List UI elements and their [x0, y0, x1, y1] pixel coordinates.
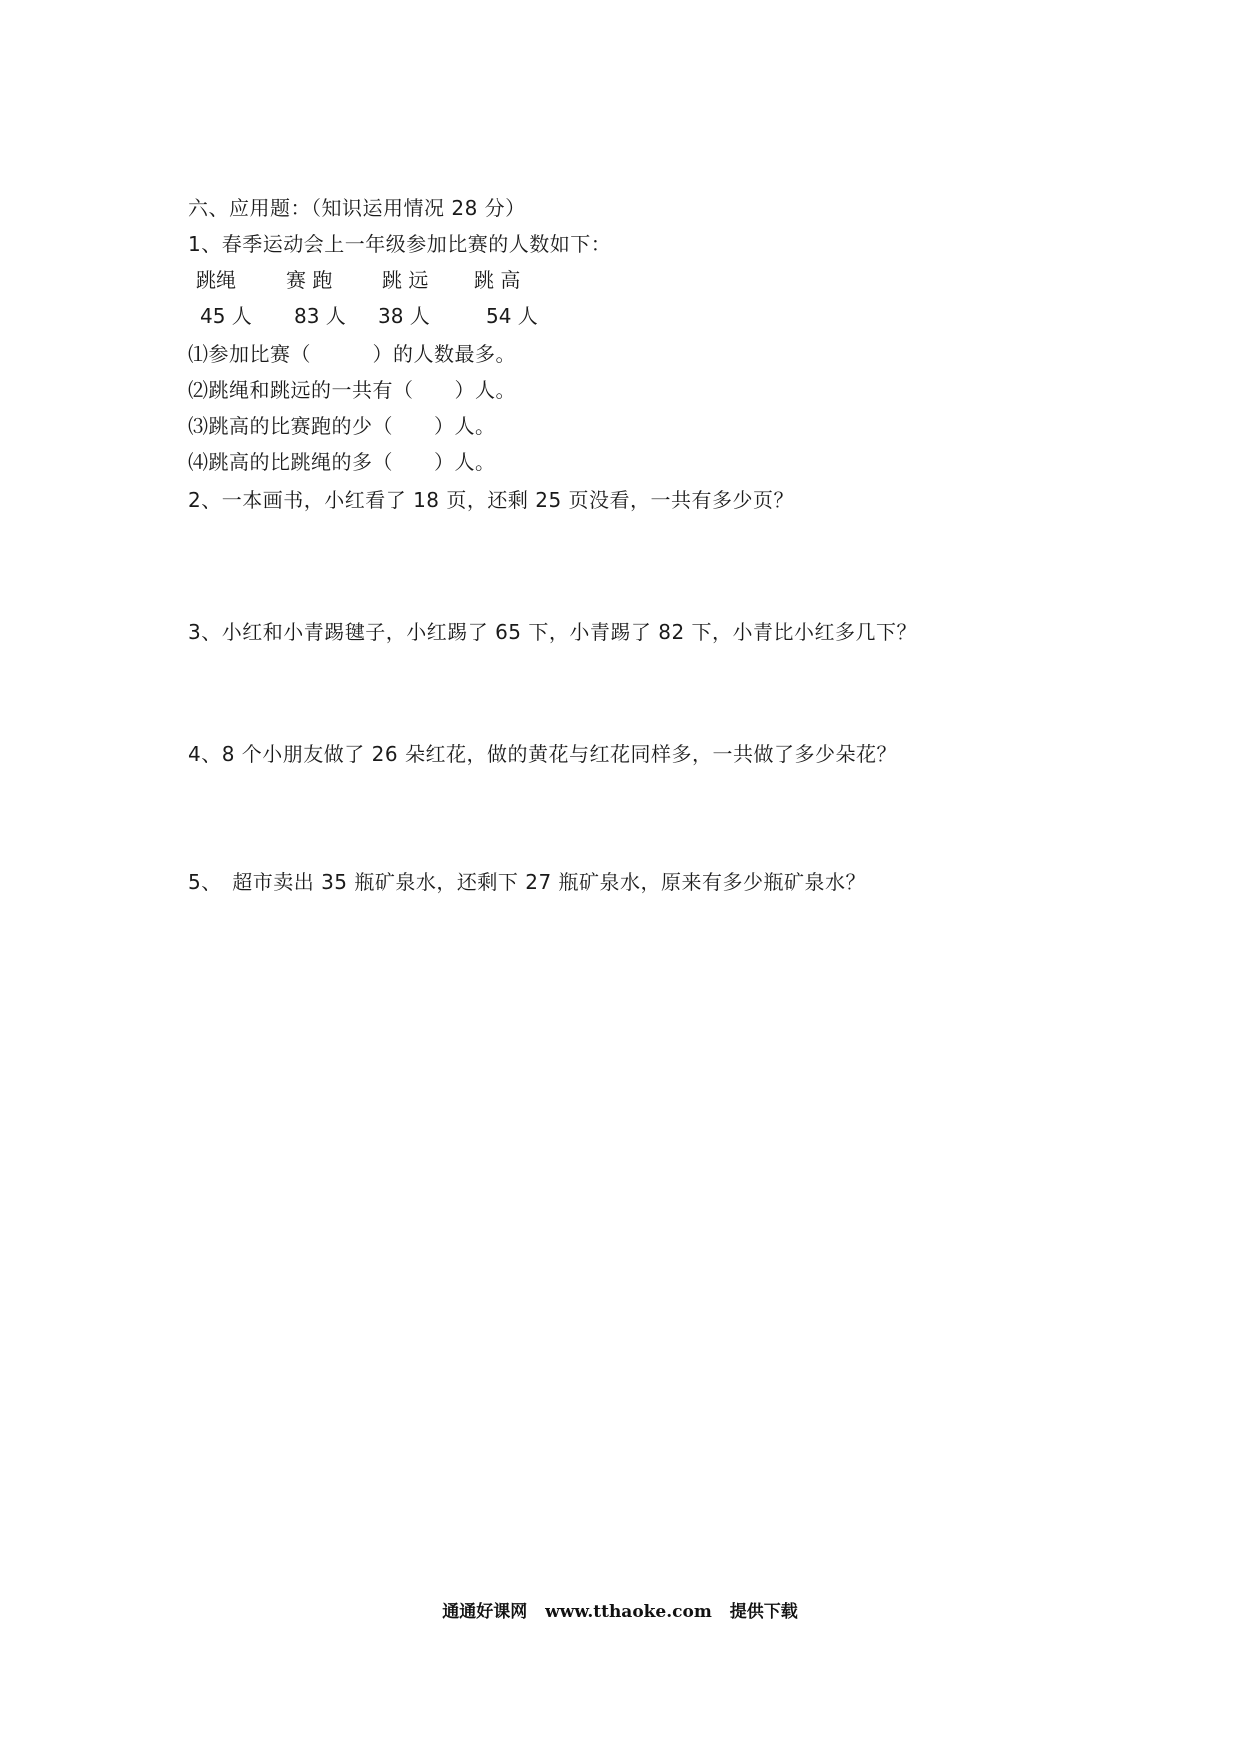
- question-2: 2、一本画书，小红看了 18 页，还剩 25 页没看，一共有多少页？: [188, 488, 795, 512]
- subquestion-1: ⑴参加比赛（ ）的人数最多。: [188, 342, 516, 366]
- question-4: 4、8 个小朋友做了 26 朵红花，做的黄花与红花同样多，一共做了多少朵花？: [188, 742, 897, 766]
- subquestion-3: ⑶跳高的比赛跑的少（ ）人。: [188, 414, 496, 438]
- event-name-cell: 跳绳: [196, 268, 236, 292]
- question-1-prompt: 1、春季运动会上一年级参加比赛的人数如下：: [188, 232, 612, 256]
- event-name-cell: 跳 高: [474, 268, 521, 292]
- participant-count-cell: 38 人: [378, 304, 430, 328]
- question-5: 5、 超市卖出 35 瓶矿泉水，还剩下 27 瓶矿泉水，原来有多少瓶矿泉水？: [188, 870, 867, 894]
- participant-count-cell: 45 人: [200, 304, 252, 328]
- footer-suffix: 提供下载: [729, 1602, 798, 1622]
- download-footer: [0, 1600, 1240, 1624]
- event-name-cell: 赛 跑: [286, 268, 333, 292]
- participant-count-cell: 83 人: [294, 304, 346, 328]
- subquestion-4: ⑷跳高的比跳绳的多（ ）人。: [188, 450, 496, 474]
- footer-url: www.tthaoke.com: [545, 1602, 712, 1622]
- footer-site-name: 通通好课网: [442, 1602, 528, 1622]
- event-name-cell: 跳 远: [382, 268, 429, 292]
- subquestion-2: ⑵跳绳和跳远的一共有（ ）人。: [188, 378, 516, 402]
- participant-count-cell: 54 人: [486, 304, 538, 328]
- section-title: 六、应用题：（知识运用情况 28 分）: [188, 196, 526, 220]
- question-3: 3、小红和小青踢毽子，小红踢了 65 下，小青踢了 82 下，小青比小红多几下？: [188, 620, 918, 644]
